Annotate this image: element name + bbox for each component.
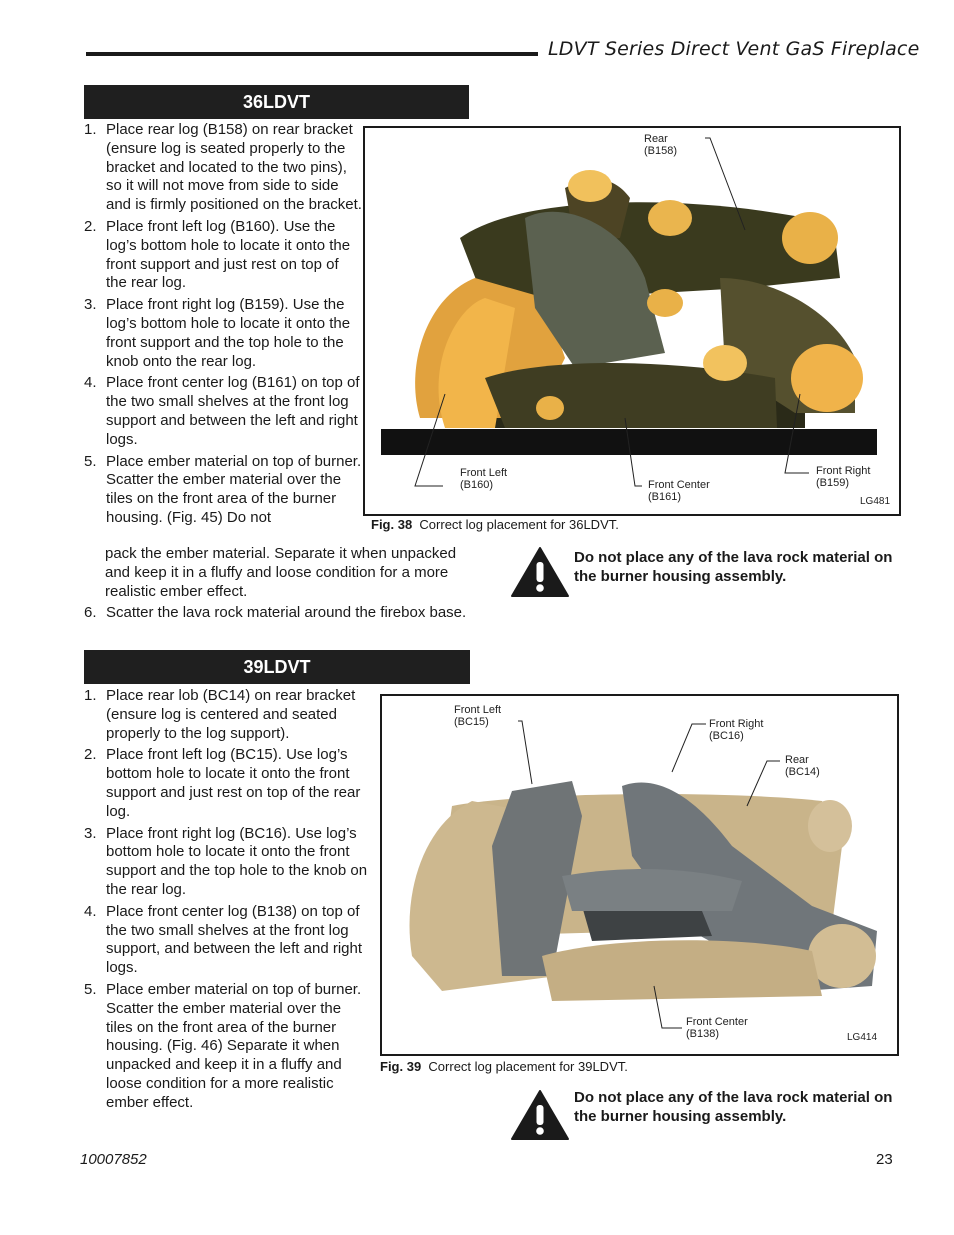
label-front-left: Front Left (BC15) [454, 704, 502, 728]
step-item: 2. Place front left log (BC15). Use log’s bottom hole to locate it onto the front support and just rest on top of the rear log. [84, 746, 361, 820]
figure-39-box [380, 694, 899, 1056]
step-item: 4. Place front center log (B161) on top of the two small shelves at the front log support and between the left and right logs. [84, 374, 360, 448]
steps-39ldvt [84, 687, 369, 1116]
section-bar-39ldvt: 39LDVT [84, 650, 470, 684]
step-item: 2. Place front left log (B160). Use the log’s bottom hole to locate it onto the front support and just rest on top of the rear log. [84, 217, 351, 292]
step-item: 3. Place front right log (BC16). Use log’s bottom hole to locate it onto the front support and the top hole to the knob on the rear log. [84, 824, 368, 898]
step-item: 5. Place ember material on top of burner. Scatter the ember material over the tiles on the front area of the burner housing. (Fig. 46) Separate it when unpacked and keep it in a fluffy and loose condition for a more realistic ember effect. [84, 980, 362, 1111]
step-item: 6. Scatter the lava rock material around the firebox base. [84, 604, 467, 622]
figure-38-illustration [365, 128, 899, 514]
warning-text: Do not place any of the lava rock material on the burner housing assembly. [574, 1089, 893, 1125]
label-front-left: Front Left (B160) [460, 467, 508, 491]
label-front-right: Front Right (B159) [816, 465, 871, 489]
figure-39-caption: Fig. 39 Correct log placement for 39LDVT. [380, 1059, 628, 1074]
label-front-right: Front Right (BC16) [709, 718, 764, 742]
header-rule [86, 52, 538, 56]
figure-code: LG414 [847, 1032, 878, 1043]
page-number: 23 [876, 1151, 893, 1168]
label-rear: Rear (B158) [644, 133, 678, 157]
front-center-log-b138 [542, 940, 822, 1001]
step-item: 4. Place front center log (B138) on top of the two small shelves at the front log support, and between the left and right logs. [84, 902, 363, 977]
label-front-center: Front Center (B161) [648, 479, 710, 503]
step-item: 3. Place front right log (B159). Use the log’s bottom hole to locate it onto the front support and the top hole to the knob onto the rear log. [84, 296, 351, 370]
label-front-center: Front Center (B138) [686, 1016, 748, 1040]
label-rear: Rear (BC14) [785, 754, 820, 778]
section-bar-36ldvt: 36LDVT [84, 85, 469, 119]
figure-38-caption: Fig. 38 Correct log placement for 36LDVT. [371, 517, 619, 532]
warning-icon [510, 546, 570, 598]
document-number: 10007852 [80, 1151, 147, 1168]
warning-text: Do not place any of the lava rock material on the burner housing assembly. [574, 549, 893, 585]
warning-icon [510, 1089, 570, 1141]
steps-36ldvt-bottom [84, 545, 479, 626]
steps-36ldvt-top [84, 121, 362, 528]
step-item: 1. Place rear lob (BC14) on rear bracket (ensure log is centered and seated properly to the log support). [84, 687, 356, 742]
figure-38-box [363, 126, 901, 516]
figure-39-illustration [382, 696, 897, 1054]
step-item: 1. Place rear log (B158) on rear bracket (ensure log is seated properly to the bracket and located to the two pins), so it will not move from side to side and is firmly positioned on the bracket. [84, 121, 362, 214]
page-header-title: LDVT Series Direct Vent GaS Fireplace [548, 38, 920, 60]
figure-code: LG481 [860, 496, 891, 507]
step-item: 5. Place ember material on top of burner. Scatter the ember material over the tiles on the front area of the burner housing. (Fig. 45) Do not [84, 452, 362, 526]
step-item-continued: pack the ember material. Separate it when unpacked and keep it in a fluffy and loose condition for a more realistic ember effect. [105, 545, 457, 600]
